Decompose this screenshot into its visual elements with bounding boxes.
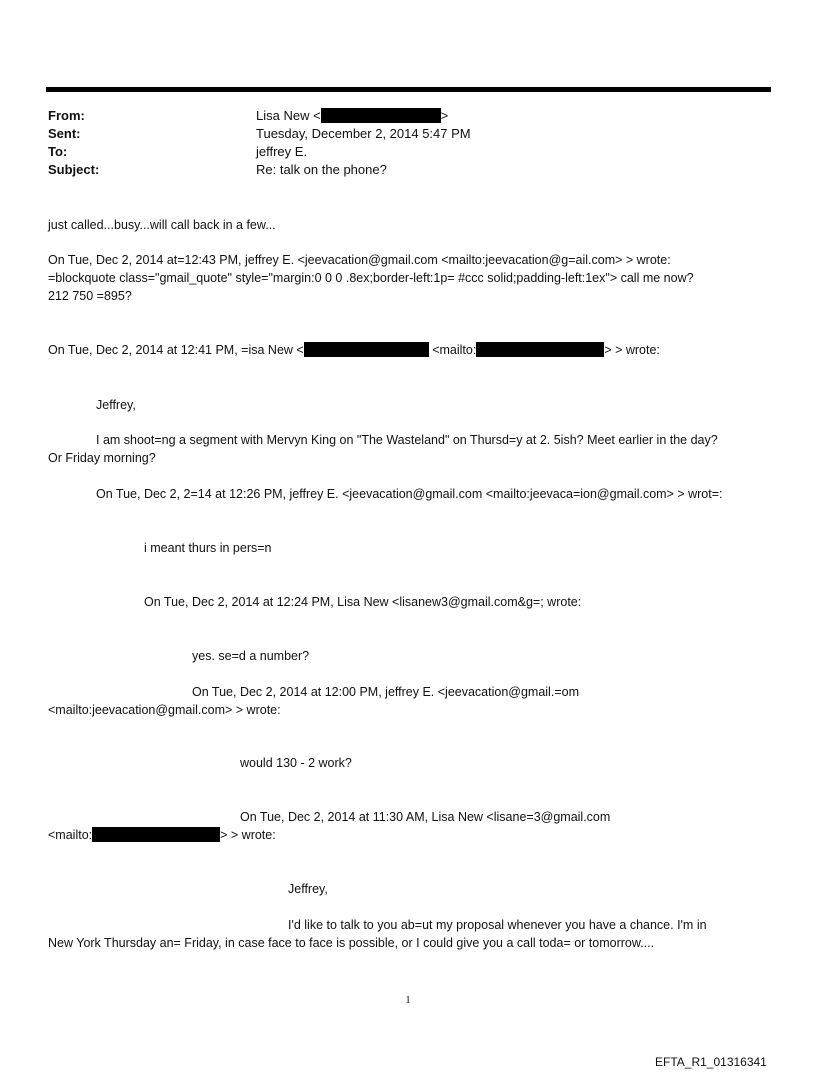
bates-number: EFTA_R1_01316341	[655, 1055, 767, 1069]
from-value	[256, 107, 448, 125]
body-line: 212 750 =895?	[48, 289, 132, 303]
from-close: >	[440, 108, 449, 123]
body-line: On Tue, Dec 2, 2014 at=12:43 PM, jeffrey E. <jeevacation@gmail.com <mailto:jeevacation@g=ail.com> > wrote:	[48, 253, 671, 267]
header-rule	[46, 87, 771, 92]
body-line	[48, 826, 276, 844]
to-label: To:	[48, 144, 68, 159]
redaction-block	[304, 342, 429, 357]
body-text: > > wrote:	[604, 343, 660, 357]
body-text: On Tue, Dec 2, 2014 at 12:41 PM, =isa New <	[48, 343, 304, 357]
body-line: <mailto:jeevacation@gmail.com> > wrote:	[48, 703, 281, 717]
body-text: > > wrote:	[220, 828, 276, 842]
body-line: Or Friday morning?	[48, 451, 156, 465]
subject-value: Re: talk on the phone?	[256, 162, 387, 177]
redaction-block	[92, 827, 220, 842]
body-line: I am shoot=ng a segment with Mervyn King on "The Wasteland" on Thursd=y at 2. 5ish? Meet earlier in the day?	[96, 433, 718, 447]
body-line: On Tue, Dec 2, 2014 at 12:24 PM, Lisa New <lisanew3@gmail.com&g=; wrote:	[144, 595, 582, 609]
body-line: On Tue, Dec 2, 2=14 at 12:26 PM, jeffrey E. <jeevacation@gmail.com <mailto:jeevaca=ion@gmail.com> > wrot=:	[96, 487, 723, 501]
body-line: =blockquote class="gmail_quote" style="margin:0 0 0 .8ex;border-left:1p= #ccc solid;padding-left:1ex"> call me now?	[48, 271, 694, 285]
body-line: i meant thurs in pers=n	[144, 541, 272, 555]
body-line: On Tue, Dec 2, 2014 at 12:00 PM, jeffrey E. <jeevacation@gmail.=om	[192, 685, 579, 699]
from-label: From:	[48, 108, 85, 123]
body-line: New York Thursday an= Friday, in case face to face is possible, or I could give you a call toda= or tomorrow....	[48, 936, 655, 950]
body-line: Jeffrey,	[96, 398, 136, 412]
subject-label: Subject:	[48, 162, 100, 177]
to-value: jeffrey E.	[256, 144, 308, 159]
page-number: 1	[405, 994, 411, 1006]
sent-value: Tuesday, December 2, 2014 5:47 PM	[256, 126, 471, 141]
body-text: <mailto:	[48, 828, 93, 842]
body-line: just called...busy...will call back in a few...	[48, 218, 276, 232]
body-line: would 130 - 2 work?	[240, 756, 352, 770]
body-line: Jeffrey,	[288, 882, 328, 896]
body-line: yes. se=d a number?	[192, 649, 310, 663]
sent-label: Sent:	[48, 126, 81, 141]
from-name: Lisa New <	[256, 108, 321, 123]
body-line	[48, 341, 660, 359]
redaction-block	[321, 108, 441, 123]
body-line: I'd like to talk to you ab=ut my proposal whenever you have a chance. I'm in	[288, 918, 707, 932]
body-line: On Tue, Dec 2, 2014 at 11:30 AM, Lisa New <lisane=3@gmail.com	[240, 810, 611, 824]
body-text: <mailto:	[432, 343, 477, 357]
redaction-block	[476, 342, 604, 357]
